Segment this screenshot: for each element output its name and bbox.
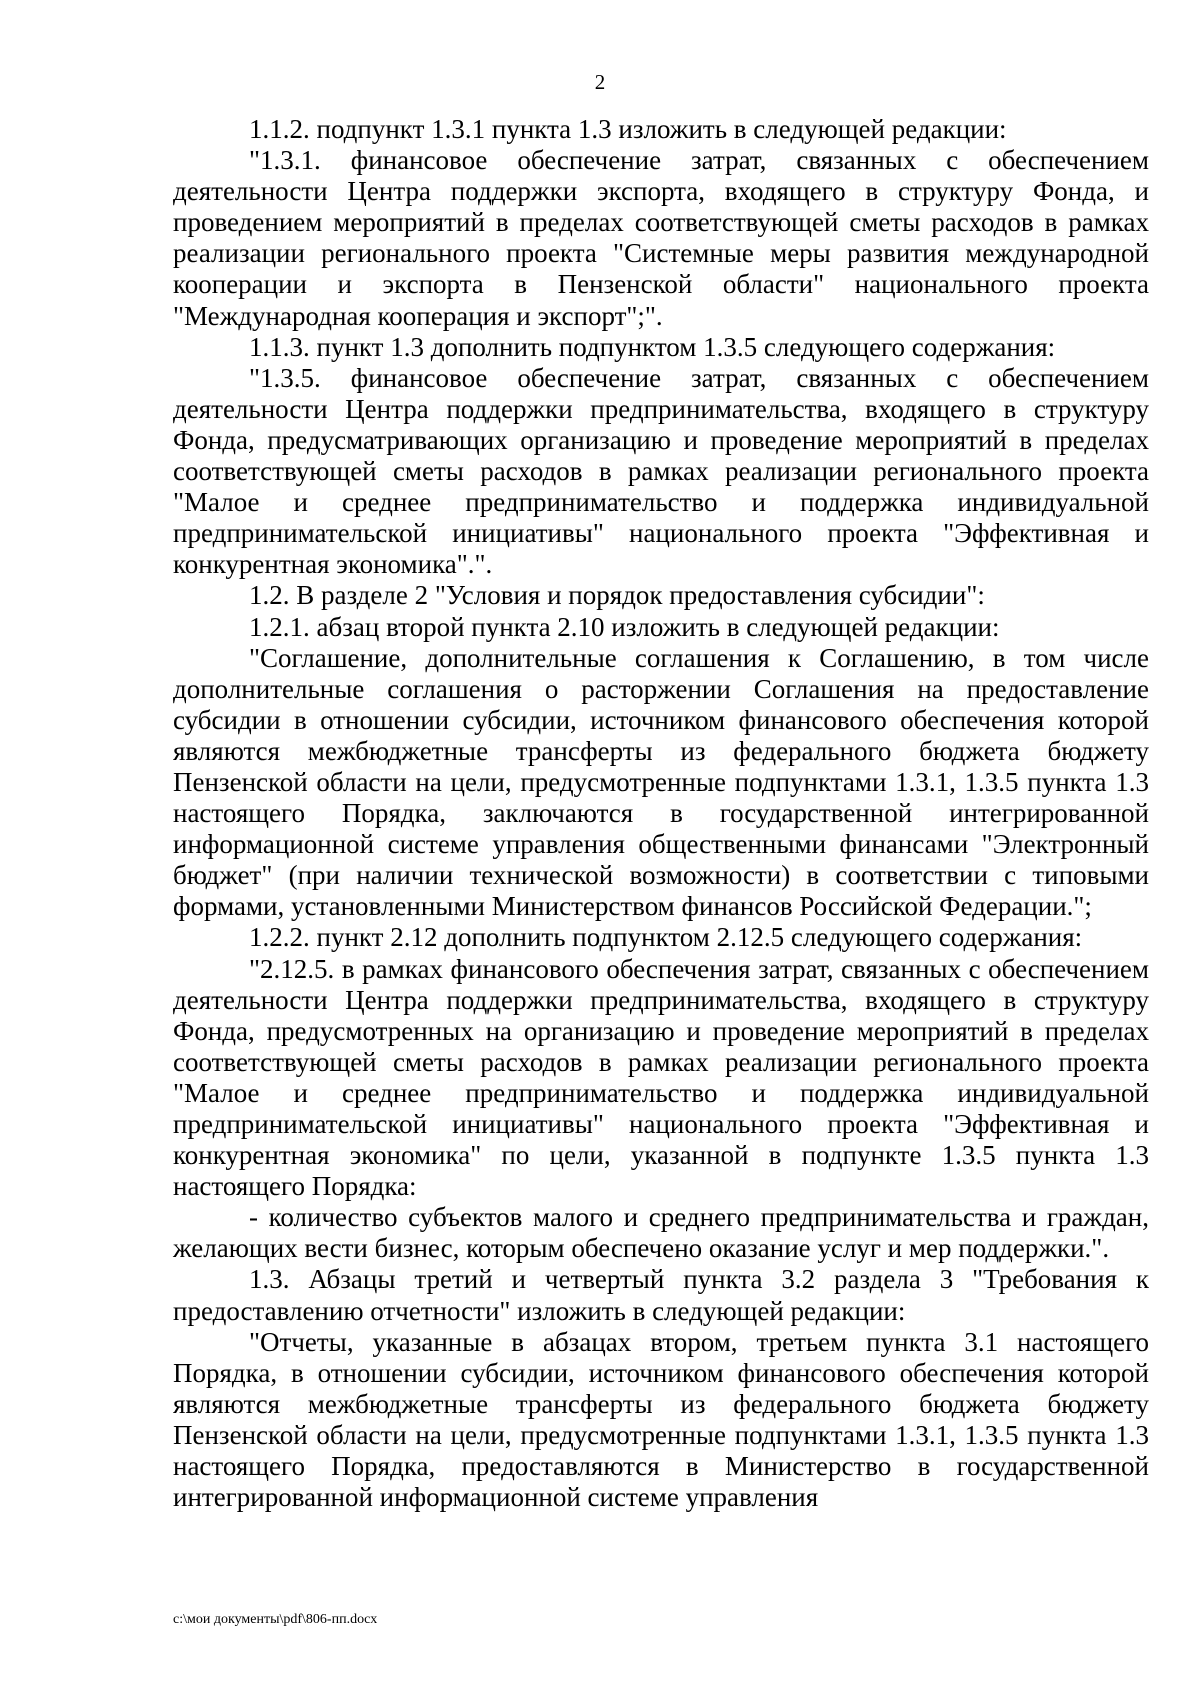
footer-file-path: c:\мои документы\pdf\806-пп.docx	[173, 1612, 378, 1627]
paragraph-1-1-2: 1.1.2. подпункт 1.3.1 пункта 1.3 изложить в следующей редакции:	[249, 114, 1007, 144]
paragraph-reports-text: "Отчеты, указанные в абзацах втором, третьем пункта 3.1 настоящего Порядка, в отношении субсидии, источником финансового обеспечения которой являются межбюджетные трансферты из федерального бюджета бюджету Пензенской области на цели, предусмотренные подпунктами 1.3.1, 1.3.5 пункта 1.3 настоящего Порядка, предоставляются в Министерство в государственной интегрированной информационной системе управления	[173, 1326, 1149, 1513]
paragraph-1-3-5-text: "1.3.5. финансовое обеспечение затрат, связанных с обеспечением деятельности Центра поддержки предпринимательства, входящего в структуру Фонда, предусматривающих организацию и проведение мероприятий в пределах соответствующей сметы расходов в рамках реализации регионального проекта "Малое и среднее предпринимательство и поддержка индивидуальной предпринимательской инициативы" национального проекта "Эффективная и конкурентная экономика".".	[173, 362, 1149, 580]
paragraph-1-2-1: 1.2.1. абзац второй пункта 2.10 изложить в следующей редакции:	[249, 611, 1000, 642]
paragraph-1-2: 1.2. В разделе 2 "Условия и порядок предоставления субсидии":	[249, 580, 985, 611]
paragraph-1-1-3: 1.1.3. пункт 1.3 дополнить подпунктом 1.3.5 следующего содержания:	[249, 331, 1056, 362]
paragraph-indicator-item: - количество субъектов малого и среднего предпринимательства и граждан, желающих вести бизнес, которым обеспечено оказание услуг и мер поддержки.".	[173, 1202, 1149, 1264]
paragraph-2-12-5-text: "2.12.5. в рамках финансового обеспечения затрат, связанных с обеспечением деятельности Центра поддержки предпринимательства, входящего в структуру Фонда, предусмотренных на организацию и проведение мероприятий в пределах соответствующей сметы расходов в рамках реализации регионального проекта "Малое и среднее предпринимательство и поддержка индивидуальной предпринимательской инициативы" национального проекта "Эффективная и конкурентная экономика" по цели, указанной в подпункте 1.3.5 пункта 1.3 настоящего Порядка:	[173, 953, 1149, 1202]
paragraph-1-3-1-text: "1.3.1. финансовое обеспечение затрат, связанных с обеспечением деятельности Центра поддержки экспорта, входящего в структуру Фонда, и проведением мероприятий в пределах соответствующей сметы расходов в рамках реализации регионального проекта "Системные меры развития международной кооперации и экспорта в Пензенской области" национального проекта "Международная кооперация и экспорт";".	[173, 145, 1149, 331]
paragraph-1-3: 1.3. Абзацы третий и четвертый пункта 3.2 раздела 3 "Требования к предоставлению отчетности" изложить в следующей редакции:	[173, 1264, 1149, 1326]
paragraph-agreement-text: "Соглашение, дополнительные соглашения к Соглашению, в том числе дополнительные соглашения о расторжении Соглашения на предоставление субсидии в отношении субсидии, источником финансового обеспечения которой являются межбюджетные трансферты из федерального бюджета бюджету Пензенской области на цели, предусмотренные подпунктами 1.3.1, 1.3.5 пункта 1.3 настоящего Порядка, заключаются в государственной интегрированной информационной системе управления общественными финансами "Электронный бюджет" (при наличии технической возможности) в соответствии с типовыми формами, установленными Министерством финансов Российской Федерации.";	[173, 642, 1149, 922]
page-number: 2	[594, 70, 606, 94]
document-body	[173, 114, 1149, 1513]
paragraph-1-2-2: 1.2.2. пункт 2.12 дополнить подпунктом 2.12.5 следующего содержания:	[249, 922, 1083, 953]
